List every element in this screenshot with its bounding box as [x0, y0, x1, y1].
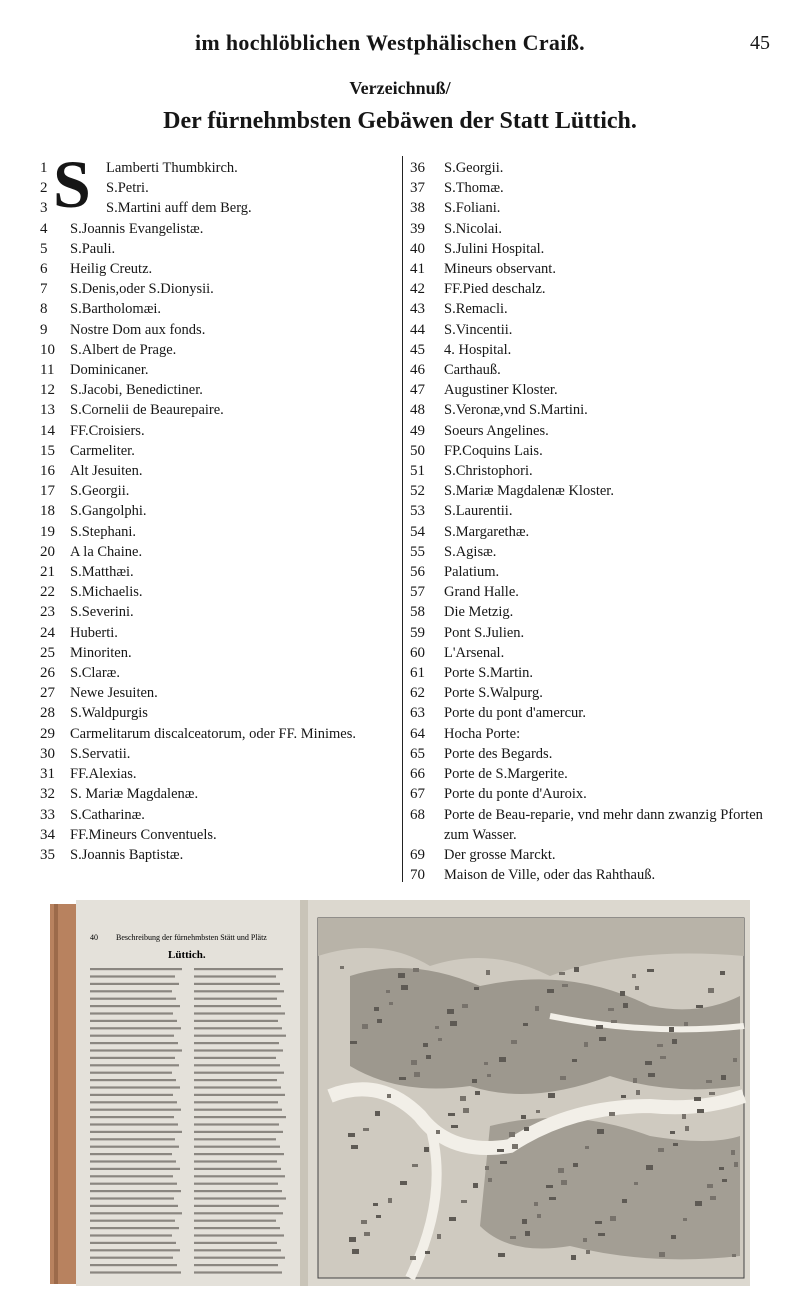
item-number: 46 [410, 362, 425, 379]
item-name: Porte des Begards. [444, 745, 553, 762]
item-number: 9 [40, 321, 48, 338]
item-name: S.Denis,oder S.Dionysii. [70, 281, 214, 298]
item-number: 17 [40, 483, 55, 500]
item-name: S.Albert de Prage. [70, 341, 177, 358]
list-item [40, 481, 400, 501]
item-name: FF.Mineurs Conventuels. [70, 826, 217, 843]
item-name: Porte du pont d'amercur. [444, 705, 586, 722]
list-item [40, 784, 400, 804]
list-item [410, 299, 780, 319]
item-number: 56 [410, 564, 425, 581]
list-item [410, 522, 780, 542]
item-name: Porte S.Martin. [444, 665, 534, 682]
item-number: 8 [40, 301, 48, 318]
list-item [40, 299, 400, 319]
list-item [410, 239, 780, 259]
drop-cap: S [53, 146, 91, 222]
list-item [40, 178, 400, 198]
list-item [410, 340, 780, 360]
item-number: 52 [410, 483, 425, 500]
item-name: S.Matthæi. [70, 564, 134, 581]
list-item [40, 380, 400, 400]
list-item [410, 643, 780, 663]
item-name: S.Thomæ. [444, 180, 504, 197]
list-item [410, 542, 780, 562]
list-item [410, 501, 780, 521]
item-number: 57 [410, 584, 425, 601]
item-name: Carmelitarum discalceatorum, oder FF. Minimes. [70, 725, 356, 742]
item-name: S.Martini auff dem Berg. [106, 200, 252, 217]
item-number: 23 [40, 604, 55, 621]
list-item [410, 845, 780, 865]
list-item [40, 198, 400, 218]
left-page-number: 40 [90, 933, 98, 942]
item-number: 26 [40, 665, 55, 682]
item-number: 31 [40, 766, 55, 783]
item-number: 42 [410, 281, 425, 298]
item-number: 18 [40, 503, 55, 520]
list-item [40, 602, 400, 622]
list-item [40, 805, 400, 825]
item-name: FP.Coquins Lais. [444, 442, 543, 459]
right-column-list [410, 158, 780, 885]
list-item [40, 522, 400, 542]
item-number: 24 [40, 624, 55, 641]
item-name: S.Laurentii. [444, 503, 513, 520]
item-number: 68 [410, 806, 425, 823]
item-number: 70 [410, 867, 425, 884]
item-number: 55 [410, 543, 425, 560]
item-number: 4 [40, 220, 48, 237]
item-name: 4. Hospital. [444, 341, 512, 358]
item-number: 15 [40, 442, 55, 459]
list-item [40, 845, 400, 865]
item-number: 34 [40, 826, 55, 843]
item-name: Pont S.Julien. [444, 624, 525, 641]
item-number: 64 [410, 725, 425, 742]
item-name: S.Waldpurgis [70, 705, 148, 722]
item-number: 45 [410, 341, 425, 358]
item-number: 38 [410, 200, 425, 217]
item-number: 12 [40, 382, 55, 399]
list-item [410, 158, 780, 178]
list-item [410, 461, 780, 481]
item-name: Porte S.Walpurg. [444, 685, 543, 702]
item-name: Porte de Beau-reparie, vnd mehr dann zwanzig Pforten zum Wasser. [444, 806, 763, 843]
item-name: S.Severini. [70, 604, 134, 621]
item-number: 37 [410, 180, 425, 197]
list-item [410, 178, 780, 198]
item-number: 33 [40, 806, 55, 823]
item-number: 32 [40, 786, 55, 803]
column-divider [402, 156, 403, 882]
list-item [410, 602, 780, 622]
item-name: Soeurs Angelines. [444, 422, 549, 439]
item-name: Die Metzig. [444, 604, 514, 621]
item-name: S.Servatii. [70, 745, 131, 762]
item-number: 11 [40, 362, 55, 379]
open-book-with-map [50, 896, 755, 1290]
list-item [410, 724, 780, 744]
item-number: 30 [40, 745, 55, 762]
running-head [0, 28, 800, 58]
list-item [410, 623, 780, 643]
item-name: Augustiner Kloster. [444, 382, 558, 399]
list-item [410, 764, 780, 784]
item-number: 69 [410, 846, 425, 863]
item-name: S.Margarethæ. [444, 523, 530, 540]
item-name: Alt Jesuiten. [70, 463, 143, 480]
item-name: S.Stephani. [70, 523, 137, 540]
list-item [40, 320, 400, 340]
item-number: 44 [410, 321, 425, 338]
item-number: 59 [410, 624, 425, 641]
item-name: FF.Croisiers. [70, 422, 145, 439]
list-item [410, 279, 780, 299]
item-number: 63 [410, 705, 425, 722]
list-item [410, 663, 780, 683]
item-name: Dominicaner. [70, 362, 149, 379]
list-item [40, 400, 400, 420]
item-name: S.Joannis Evangelistæ. [70, 220, 204, 237]
list-item [40, 158, 400, 178]
item-number: 65 [410, 745, 425, 762]
list-item [410, 421, 780, 441]
item-name: S.Catharinæ. [70, 806, 145, 823]
item-number: 66 [410, 766, 425, 783]
list-item [410, 259, 780, 279]
item-name: S.Julini Hospital. [444, 240, 545, 257]
item-number: 10 [40, 341, 55, 358]
item-name: S.Mariæ Magdalenæ Kloster. [444, 483, 614, 500]
item-number: 49 [410, 422, 425, 439]
item-number: 1 [40, 160, 48, 176]
list-item [40, 764, 400, 784]
item-name: Huberti. [70, 624, 118, 641]
left-page-title: Lüttich. [168, 949, 206, 961]
list-item [410, 219, 780, 239]
item-name: FF.Pied deschalz. [444, 281, 546, 298]
list-item [40, 542, 400, 562]
item-number: 62 [410, 685, 425, 702]
list-item [40, 239, 400, 259]
list-item [40, 219, 400, 239]
list-item [410, 744, 780, 764]
list-item [40, 703, 400, 723]
item-name: S.Bartholomæi. [70, 301, 162, 318]
heading-line-2: Der fürnehmbsten Gebäwen der Statt Lüttich. [163, 108, 637, 134]
item-number: 20 [40, 543, 55, 560]
list-item [40, 421, 400, 441]
left-page-header: Beschreibung der fürnehmbsten Stätt und Plätz [116, 933, 267, 942]
item-number: 60 [410, 644, 425, 661]
item-name: S. Mariæ Magdalenæ. [70, 786, 199, 803]
item-number: 50 [410, 442, 425, 459]
item-name: S.Petri. [106, 180, 149, 197]
item-name: Newe Jesuiten. [70, 685, 158, 702]
item-name: S.Cornelii de Beaurepaire. [70, 402, 224, 419]
item-name: Der grosse Marckt. [444, 846, 556, 863]
item-number: 5 [40, 240, 48, 257]
list-item [40, 582, 400, 602]
item-number: 67 [410, 786, 425, 803]
item-name: Maison de Ville, oder das Rahthauß. [444, 867, 656, 884]
item-name: Carthauß. [444, 362, 501, 379]
item-number: 28 [40, 705, 55, 722]
running-title: im hochlöblichen Westphälischen Craiß. [195, 30, 585, 55]
list-item [40, 360, 400, 380]
list-item [40, 279, 400, 299]
list-item [40, 441, 400, 461]
item-number: 21 [40, 564, 55, 581]
item-name: Porte de S.Margerite. [444, 766, 568, 783]
item-number: 58 [410, 604, 425, 621]
list-item [410, 320, 780, 340]
list-item [410, 481, 780, 501]
item-name: S.Gangolphi. [70, 503, 147, 520]
item-name: L'Arsenal. [444, 644, 505, 661]
list-item [40, 724, 400, 744]
list-item [40, 259, 400, 279]
item-number: 2 [40, 180, 48, 197]
item-number: 41 [410, 261, 425, 278]
list-item [410, 784, 780, 804]
book-edge [50, 904, 76, 1284]
list-item [40, 461, 400, 481]
item-name: Carmeliter. [70, 442, 135, 459]
item-name: FF.Alexias. [70, 766, 137, 783]
item-number: 48 [410, 402, 425, 419]
item-name: S.Georgii. [444, 160, 504, 176]
list-item [40, 623, 400, 643]
item-name: S.Jacobi, Benedictiner. [70, 382, 203, 399]
item-number: 27 [40, 685, 55, 702]
item-name: S.Georgii. [70, 483, 130, 500]
item-name: S.Christophori. [444, 463, 533, 480]
list-item [40, 663, 400, 683]
list-item [40, 744, 400, 764]
list-item [40, 643, 400, 663]
item-name: S.Claræ. [70, 665, 120, 682]
item-name: S.Joannis Baptistæ. [70, 846, 184, 863]
item-number: 29 [40, 725, 55, 742]
item-number: 43 [410, 301, 425, 318]
item-number: 14 [40, 422, 55, 439]
item-name: S.Foliani. [444, 200, 501, 217]
left-column-list [40, 158, 400, 865]
item-name: S.Agisæ. [444, 543, 497, 560]
list-item [40, 683, 400, 703]
item-number: 16 [40, 463, 55, 480]
item-name: S.Michaelis. [70, 584, 143, 601]
list-item [410, 562, 780, 582]
item-number: 19 [40, 523, 55, 540]
list-item [410, 865, 780, 885]
list-item [410, 441, 780, 461]
item-name: S.Remacli. [444, 301, 508, 318]
item-number: 36 [410, 160, 425, 176]
item-number: 7 [40, 281, 48, 298]
list-item [410, 703, 780, 723]
item-name: Hocha Porte: [444, 725, 521, 742]
item-name: Lamberti Thumbkirch. [106, 160, 238, 176]
item-name: Porte du ponte d'Auroix. [444, 786, 587, 803]
item-name: S.Vincentii. [444, 321, 513, 338]
item-name: Mineurs observant. [444, 261, 556, 278]
item-number: 51 [410, 463, 425, 480]
item-number: 61 [410, 665, 425, 682]
item-number: 25 [40, 644, 55, 661]
item-number: 47 [410, 382, 425, 399]
item-number: 53 [410, 503, 425, 520]
item-name: Heilig Creutz. [70, 261, 153, 278]
item-name: Grand Halle. [444, 584, 519, 601]
list-item [40, 501, 400, 521]
list-item [40, 340, 400, 360]
heading-line-1: Verzeichnuß/ [349, 78, 451, 98]
item-name: Minoriten. [70, 644, 132, 661]
book-photograph [50, 896, 755, 1290]
item-name: Palatium. [444, 564, 500, 581]
list-item [40, 562, 400, 582]
list-item [410, 360, 780, 380]
item-name: S.Veronæ,vnd S.Martini. [444, 402, 588, 419]
list-item [410, 805, 780, 845]
item-number: 22 [40, 584, 55, 601]
item-number: 6 [40, 261, 48, 278]
item-number: 39 [410, 220, 425, 237]
page-number: 45 [750, 32, 770, 54]
item-number: 13 [40, 402, 55, 419]
item-name: A la Chaine. [70, 543, 143, 560]
list-item [410, 400, 780, 420]
list-item [410, 380, 780, 400]
item-number: 3 [40, 200, 48, 217]
list-item [410, 198, 780, 218]
item-number: 54 [410, 523, 425, 540]
list-item [410, 683, 780, 703]
item-number: 40 [410, 240, 425, 257]
item-name: Nostre Dom aux fonds. [70, 321, 206, 338]
item-name: S.Pauli. [70, 240, 116, 257]
list-item [410, 582, 780, 602]
item-number: 35 [40, 846, 55, 863]
item-name: S.Nicolai. [444, 220, 502, 237]
list-item [40, 825, 400, 845]
